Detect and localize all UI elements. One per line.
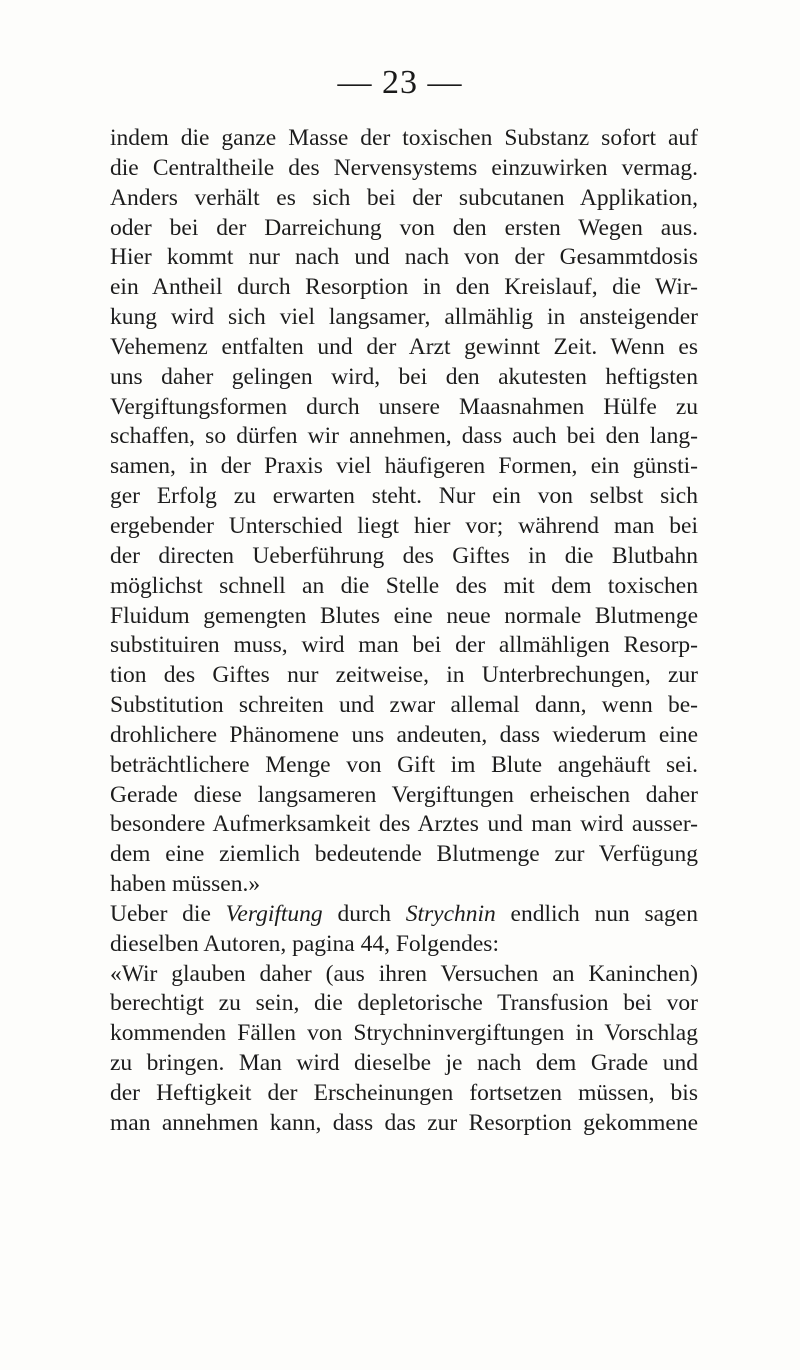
text-line: kommenden Fällen von Strychninvergiftungen in Vorschlag bbox=[110, 1020, 698, 1047]
paragraph-1 bbox=[110, 124, 698, 900]
text-line: dem eine ziemlich bedeutende Blutmenge zur Verfügung bbox=[110, 841, 698, 868]
text-line: Fluidum gemengten Blutes eine neue normale Blutmenge bbox=[110, 602, 698, 629]
text-line: «Wir glauben daher (aus ihren Versuchen an Kaninchen) bbox=[110, 960, 698, 987]
page-number: — 23 — bbox=[337, 64, 463, 101]
text-line: indem die ganze Masse der toxischen Substanz sofort auf bbox=[110, 125, 698, 151]
text-line: tion des Giftes nur zeitweise, in Unterbrechungen, zur bbox=[110, 662, 698, 689]
text-line: ergebender Unterschied liegt hier vor; während man bei bbox=[110, 512, 698, 539]
text-line: Gerade diese langsameren Vergiftungen erheischen daher bbox=[110, 781, 698, 808]
italic-term-vergiftung: Vergiftung bbox=[225, 900, 323, 927]
text-line: der directen Ueberführung des Giftes in die Blutbahn bbox=[110, 542, 698, 569]
italic-term-strychnin: Strychnin bbox=[405, 900, 496, 927]
text-line: Vehemenz entfalten und der Arzt gewinnt Zeit. Wenn es bbox=[110, 333, 698, 360]
text-run: Ueber die bbox=[110, 900, 226, 927]
text-line: Vergiftungsformen durch unsere Maasnahmen Hülfe zu bbox=[110, 393, 698, 420]
text-line: besondere Aufmerksamkeit des Arztes und man wird ausser- bbox=[110, 811, 698, 838]
text-line: die Centraltheile des Nervensystems einzuwirken vermag. bbox=[110, 154, 698, 181]
text-line: beträchtlichere Menge von Gift im Blute angehäuft sei. bbox=[110, 751, 698, 778]
paragraph-3 bbox=[110, 960, 698, 1139]
text-line: uns daher gelingen wird, bei den akutesten heftigsten bbox=[110, 363, 698, 390]
text-line: drohlichere Phänomene uns andeuten, dass wiederum eine bbox=[110, 721, 698, 748]
text-line: haben müssen.» bbox=[110, 871, 261, 898]
text-run: endlich nun sagen bbox=[495, 900, 698, 927]
text-line: oder bei der Darreichung von den ersten Wegen aus. bbox=[110, 214, 698, 241]
text-line: berechtigt zu sein, die depletorische Transfusion bei vor bbox=[110, 990, 698, 1017]
body-text bbox=[110, 124, 698, 1139]
text-line: Substitution schreiten und zwar allemal dann, wenn be- bbox=[110, 692, 698, 719]
text-line: der Heftigkeit der Erscheinungen fortsetzen müssen, bis bbox=[110, 1080, 698, 1106]
text-line: möglichst schnell an die Stelle des mit dem toxischen bbox=[110, 572, 698, 599]
text-line: samen, in der Praxis viel häufigeren Formen, ein günsti- bbox=[110, 453, 698, 480]
text-line: zu bringen. Man wird dieselbe je nach dem Grade und bbox=[110, 1050, 698, 1077]
text-line bbox=[110, 900, 698, 930]
text-line: substituiren muss, wird man bei der allmähligen Resorp- bbox=[110, 632, 698, 659]
text-line: man annehmen kann, dass das zur Resorption gekommene bbox=[110, 1109, 698, 1136]
text-line: ein Antheil durch Resorption in den Kreislauf, die Wir- bbox=[110, 274, 698, 301]
text-line: Anders verhält es sich bei der subcutanen Applikation, bbox=[110, 184, 698, 211]
text-line: schaffen, so dürfen wir annehmen, dass auch bei den lang- bbox=[110, 423, 698, 450]
text-line: ger Erfolg zu erwarten steht. Nur ein von selbst sich bbox=[110, 483, 698, 510]
text-line: dieselben Autoren, pagina 44, Folgendes: bbox=[110, 930, 499, 957]
paragraph-2 bbox=[110, 900, 698, 960]
text-line: kung wird sich viel langsamer, allmählig in ansteigender bbox=[110, 304, 698, 331]
text-line: Hier kommt nur nach und nach von der Gesammtdosis bbox=[110, 244, 698, 271]
text-run: durch bbox=[322, 900, 406, 927]
